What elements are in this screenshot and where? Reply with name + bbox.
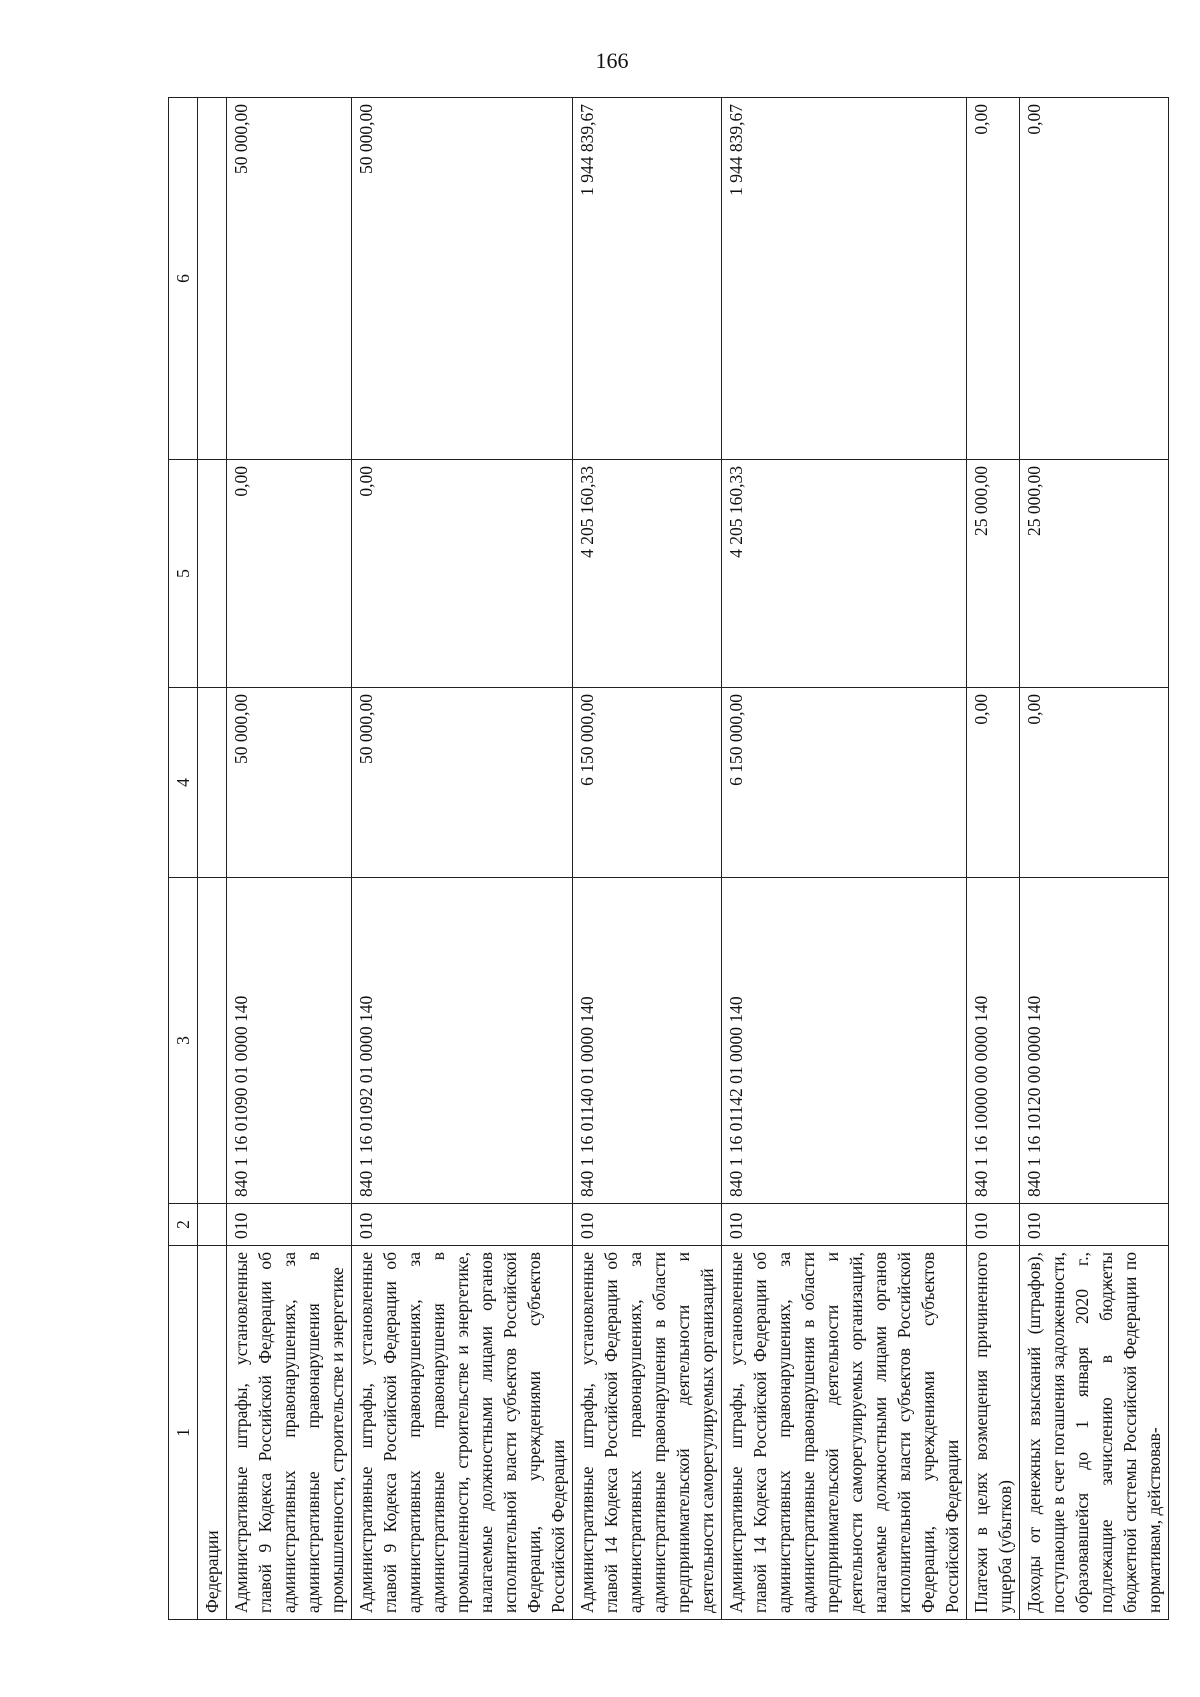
row-value-col6: 1 944 839,67 [722,98,967,460]
table-row [722,98,967,1620]
row-name: Административные штрафы, установленные главой 9 Кодекса Российской Федерации об административных правонарушениях, за административные правонарушения в промышленности, строительстве и энергетике, налагаемые должностными лицами органов исполнительной власти субъектов Российской Федерации, учреждениями субъектов Российской Федерации [352,1246,573,1620]
row-budget-code: 840 1 16 01092 01 0000 140 [352,878,573,1204]
row-value-col6: 0,00 [1020,98,1169,460]
row-value-col5: 25 000,00 [1020,460,1169,688]
budget-table [168,97,1169,1620]
row-value-col5: 25 000,00 [967,460,1020,688]
table-row-continuation [198,98,227,1620]
row-line-code: 010 [1020,1204,1169,1246]
table-row [352,98,573,1620]
row-value-col6: 50 000,00 [227,98,352,460]
row-budget-code: 840 1 16 01090 01 0000 140 [227,878,352,1204]
table-cell-empty [198,460,227,688]
table-cell-empty [198,1204,227,1246]
table-row [1020,98,1169,1620]
row-name: Административные штрафы, установленные главой 14 Кодекса Российской Федерации об административных правонарушениях, за административные правонарушения в области предпринимательской деятельности и деятельности саморегулируемых организаций [573,1246,722,1620]
row-name: Административные штрафы, установленные главой 9 Кодекса Российской Федерации об административных правонарушениях, за административные правонарушения в промышленности, строительстве и энергетике [227,1246,352,1620]
table-row [967,98,1020,1620]
row-name: Платежи в целях возмещения причиненного ущерба (убытков) [967,1246,1020,1620]
row-line-code: 010 [352,1204,573,1246]
row-value-col5: 0,00 [227,460,352,688]
row-value-col6: 50 000,00 [352,98,573,460]
row-budget-code: 840 1 16 01142 01 0000 140 [722,878,967,1204]
row-line-code: 010 [227,1204,352,1246]
row-line-code: 010 [573,1204,722,1246]
row-value-col4: 50 000,00 [352,688,573,878]
continuation-name: Федерации [198,1246,227,1620]
column-header-2: 2 [169,1204,198,1246]
row-value-col5: 4 205 160,33 [722,460,967,688]
table-cell-empty [198,98,227,460]
row-budget-code: 840 1 16 01140 01 0000 140 [573,878,722,1204]
table-row [573,98,722,1620]
row-value-col6: 0,00 [967,98,1020,460]
column-header-3: 3 [169,878,198,1204]
row-budget-code: 840 1 16 10120 00 0000 140 [1020,878,1169,1204]
row-line-code: 010 [967,1204,1020,1246]
column-header-6: 6 [169,98,198,460]
row-value-col5: 0,00 [352,460,573,688]
row-value-col4: 6 150 000,00 [722,688,967,878]
row-name: Административные штрафы, установленные главой 14 Кодекса Российской Федерации об административных правонарушениях, за административные правонарушения в области предпринимательской деятельности и деятельности саморегулируемых организаций, налагаемые должностными лицами органов исполнительной власти субъектов Российской Федерации, учреждениями субъектов Российской Федерации [722,1246,967,1620]
table-cell-empty [198,878,227,1204]
row-value-col4: 0,00 [1020,688,1169,878]
table-row [227,98,352,1620]
row-budget-code: 840 1 16 10000 00 0000 140 [967,878,1020,1204]
row-value-col4: 50 000,00 [227,688,352,878]
table-cell-empty [198,688,227,878]
column-header-1: 1 [169,1246,198,1620]
page-number: 166 [595,48,629,73]
row-name: Доходы от денежных взысканий (штрафов), поступающие в счет погашения задолженности, образовавшейся до 1 января 2020 г., подлежащие зачислению в бюджеты бюджетной системы Российской Федерации по нормативам, действовав- [1020,1246,1169,1620]
row-value-col5: 4 205 160,33 [573,460,722,688]
row-value-col4: 6 150 000,00 [573,688,722,878]
row-value-col6: 1 944 839,67 [573,98,722,460]
row-value-col4: 0,00 [967,688,1020,878]
header-row [169,98,198,1620]
budget-table-rotated [168,98,1164,1620]
row-line-code: 010 [722,1204,967,1246]
column-header-4: 4 [169,688,198,878]
column-header-5: 5 [169,460,198,688]
